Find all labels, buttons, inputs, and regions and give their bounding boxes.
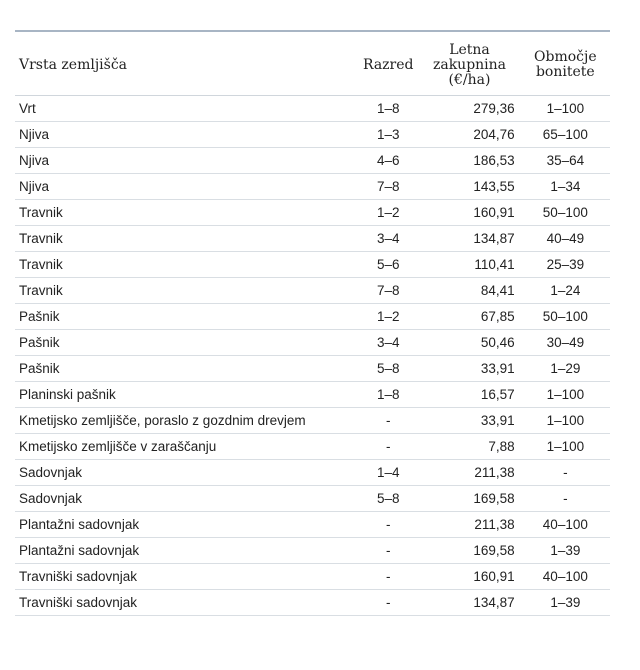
cell-class: 1–3: [358, 122, 418, 148]
cell-annual-rent: 169,58: [418, 538, 520, 564]
cell-rating-range: 1–100: [521, 382, 610, 408]
cell-land-type: Kmetijsko zemljišče, poraslo z gozdnim drevjem: [15, 408, 358, 434]
cell-annual-rent: 143,55: [418, 174, 520, 200]
cell-land-type: Sadovnjak: [15, 460, 358, 486]
table-row: [15, 590, 610, 616]
cell-land-type: Plantažni sadovnjak: [15, 512, 358, 538]
table-row: [15, 408, 610, 434]
table-row: [15, 200, 610, 226]
table-row: [15, 330, 610, 356]
table-header-row: [15, 35, 610, 96]
header-annual-rent: [418, 35, 520, 96]
cell-annual-rent: 211,38: [418, 460, 520, 486]
table-row: [15, 148, 610, 174]
cell-rating-range: 40–100: [521, 564, 610, 590]
cell-class: -: [358, 538, 418, 564]
cell-land-type: Pašnik: [15, 356, 358, 382]
header-rating-range-line-2: bonitete: [535, 64, 595, 80]
table-row: [15, 278, 610, 304]
header-class: Razred: [358, 35, 418, 96]
cell-class: -: [358, 512, 418, 538]
cell-annual-rent: 33,91: [418, 408, 520, 434]
cell-land-type: Travnik: [15, 278, 358, 304]
table-row: [15, 382, 610, 408]
cell-land-type: Njiva: [15, 122, 358, 148]
header-annual-rent-line-2: zakupnina: [432, 56, 507, 73]
cell-land-type: Travnik: [15, 200, 358, 226]
cell-rating-range: 65–100: [521, 122, 610, 148]
cell-land-type: Travnik: [15, 252, 358, 278]
header-land-type: Vrsta zemljišča: [15, 35, 358, 96]
cell-land-type: Njiva: [15, 174, 358, 200]
cell-annual-rent: 160,91: [418, 200, 520, 226]
cell-land-type: Vrt: [15, 96, 358, 122]
cell-rating-range: 1–34: [521, 174, 610, 200]
cell-class: -: [358, 590, 418, 616]
cell-rating-range: 1–39: [521, 538, 610, 564]
cell-rating-range: 50–100: [521, 304, 610, 330]
cell-land-type: Plantažni sadovnjak: [15, 538, 358, 564]
header-rating-range-line-1: Območje: [534, 49, 597, 65]
cell-class: 7–8: [358, 278, 418, 304]
cell-class: 5–8: [358, 486, 418, 512]
cell-annual-rent: 50,46: [418, 330, 520, 356]
table-row: [15, 538, 610, 564]
cell-annual-rent: 134,87: [418, 226, 520, 252]
cell-land-type: Travnik: [15, 226, 358, 252]
cell-rating-range: 1–39: [521, 590, 610, 616]
table-row: [15, 356, 610, 382]
cell-annual-rent: 33,91: [418, 356, 520, 382]
cell-annual-rent: 16,57: [418, 382, 520, 408]
table-row: [15, 252, 610, 278]
cell-annual-rent: 169,58: [418, 486, 520, 512]
cell-class: 3–4: [358, 330, 418, 356]
table-row: [15, 304, 610, 330]
cell-rating-range: 40–100: [521, 512, 610, 538]
cell-land-type: Travniški sadovnjak: [15, 590, 358, 616]
cell-class: 5–6: [358, 252, 418, 278]
cell-class: -: [358, 434, 418, 460]
table-body: [15, 96, 610, 616]
cell-land-type: Pašnik: [15, 330, 358, 356]
cell-land-type: Kmetijsko zemljišče v zaraščanju: [15, 434, 358, 460]
cell-class: 1–2: [358, 304, 418, 330]
cell-annual-rent: 84,41: [418, 278, 520, 304]
table-row: [15, 564, 610, 590]
table-row: [15, 122, 610, 148]
land-rent-table-container: [15, 30, 610, 616]
cell-rating-range: -: [521, 486, 610, 512]
cell-rating-range: 1–100: [521, 408, 610, 434]
cell-class: 7–8: [358, 174, 418, 200]
table-row: [15, 434, 610, 460]
cell-rating-range: 1–29: [521, 356, 610, 382]
cell-rating-range: 30–49: [521, 330, 610, 356]
cell-rating-range: 1–24: [521, 278, 610, 304]
cell-rating-range: 50–100: [521, 200, 610, 226]
cell-rating-range: 35–64: [521, 148, 610, 174]
cell-annual-rent: 211,38: [418, 512, 520, 538]
cell-class: 1–8: [358, 382, 418, 408]
table-row: [15, 96, 610, 122]
cell-land-type: Pašnik: [15, 304, 358, 330]
cell-annual-rent: 186,53: [418, 148, 520, 174]
cell-land-type: Travniški sadovnjak: [15, 564, 358, 590]
cell-class: 5–8: [358, 356, 418, 382]
cell-land-type: Sadovnjak: [15, 486, 358, 512]
cell-annual-rent: 7,88: [418, 434, 520, 460]
land-rent-table: [15, 35, 610, 616]
header-annual-rent-line-1: Letna: [449, 41, 490, 58]
cell-annual-rent: 110,41: [418, 252, 520, 278]
table-row: [15, 174, 610, 200]
cell-land-type: Njiva: [15, 148, 358, 174]
cell-annual-rent: 160,91: [418, 564, 520, 590]
cell-rating-range: 1–100: [521, 434, 610, 460]
table-row: [15, 486, 610, 512]
cell-class: 1–4: [358, 460, 418, 486]
cell-class: -: [358, 564, 418, 590]
cell-rating-range: 1–100: [521, 96, 610, 122]
cell-rating-range: 25–39: [521, 252, 610, 278]
cell-annual-rent: 67,85: [418, 304, 520, 330]
cell-annual-rent: 204,76: [418, 122, 520, 148]
cell-class: 3–4: [358, 226, 418, 252]
table-row: [15, 460, 610, 486]
table-row: [15, 226, 610, 252]
cell-annual-rent: 134,87: [418, 590, 520, 616]
cell-class: 4–6: [358, 148, 418, 174]
cell-rating-range: 40–49: [521, 226, 610, 252]
cell-class: -: [358, 408, 418, 434]
table-row: [15, 512, 610, 538]
cell-annual-rent: 279,36: [418, 96, 520, 122]
table-top-rule: [15, 30, 610, 32]
cell-land-type: Planinski pašnik: [15, 382, 358, 408]
cell-class: 1–8: [358, 96, 418, 122]
header-rating-range: [521, 35, 610, 96]
cell-rating-range: -: [521, 460, 610, 486]
cell-class: 1–2: [358, 200, 418, 226]
header-annual-rent-line-3: (€/ha): [448, 71, 491, 88]
